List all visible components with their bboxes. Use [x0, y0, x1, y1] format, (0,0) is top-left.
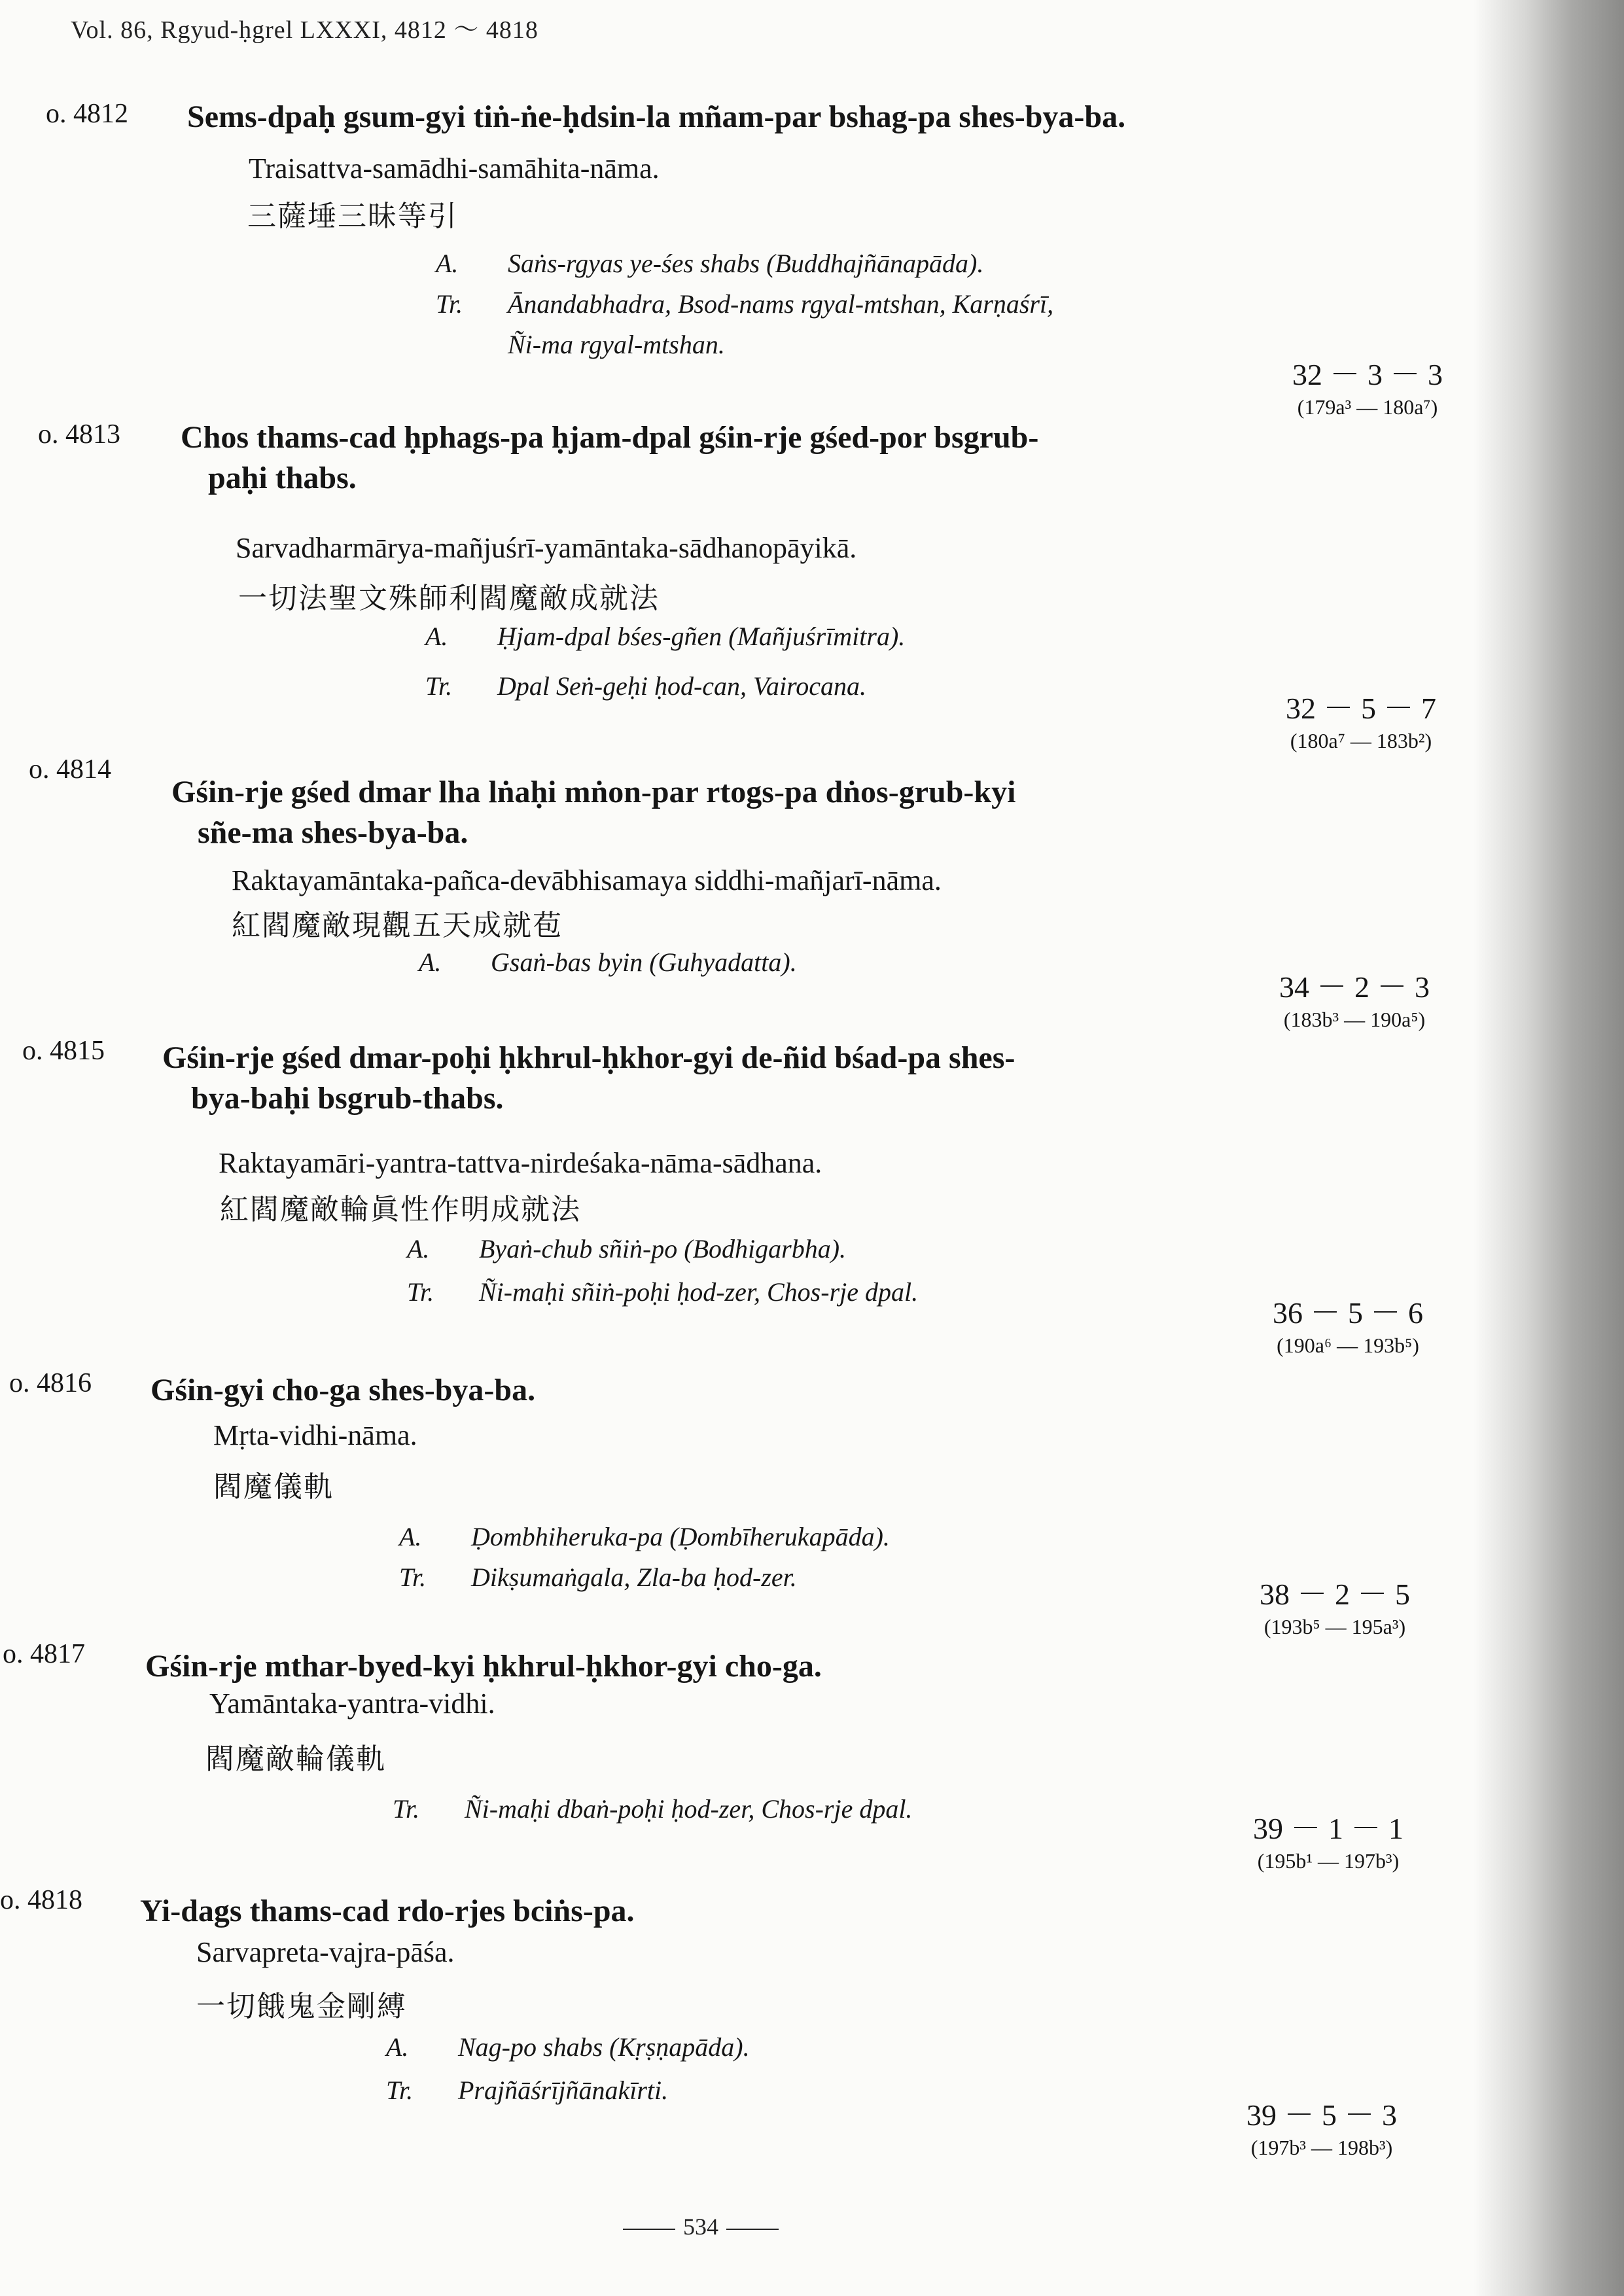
folio-range: (190a⁶ — 193b⁵) [1277, 1333, 1419, 1357]
title-line: paḥi thabs. [208, 461, 357, 495]
title-line: Gśin-rje gśed dmar lha lṅaḥi mṅon-par rtogs-pa dṅos-grub-kyi [171, 775, 1016, 809]
credit-author [436, 243, 983, 284]
volume-reference [1250, 1289, 1446, 1358]
credit-key: A. [399, 1522, 422, 1551]
credit-key: Tr. [386, 2075, 414, 2105]
credit-value: Prajñāśrījñānakīrti. [458, 2075, 669, 2105]
entry-number: o. 4816 [9, 1368, 92, 1398]
volume-ref-main: 39 － 1 － 1 [1253, 1812, 1403, 1845]
sanskrit-title: Traisattva-samādhi-samāhita-nāma. [249, 152, 660, 185]
credit-key: Tr. [393, 1794, 420, 1824]
entry-title [181, 417, 1293, 499]
entry-number: o. 4817 [3, 1639, 85, 1669]
credit-value: Ñi-ma rgyal-mtshan. [508, 330, 725, 359]
title-line: sñe-ma shes-bya-ba. [198, 815, 468, 850]
credit-author [386, 2027, 750, 2068]
credit-key: Tr. [425, 671, 453, 701]
page-edge-shadow [1474, 0, 1624, 2296]
entry-title [171, 772, 1284, 853]
sanskrit-title: Yamāntaka-yantra-vidhi. [209, 1687, 495, 1720]
running-header: Vol. 86, Rgyud-ḥgrel LXXXI, 4812 ～ 4818 [71, 16, 538, 44]
folio-range: (183b³ — 190a⁵) [1283, 1008, 1426, 1031]
volume-reference [1256, 963, 1453, 1032]
credit-value: Byaṅ-chub sñiṅ-po (Bodhigarbha). [479, 1234, 847, 1263]
entry-title [140, 1891, 1252, 1932]
sanskrit-title: Mṛta-vidhi-nāma. [213, 1419, 417, 1451]
credit-value: Ḥjam-dpal bśes-gñen (Mañjuśrīmitra). [497, 622, 906, 651]
volume-reference [1224, 2091, 1420, 2160]
credit-key: A. [419, 947, 442, 977]
entry-title [187, 97, 1299, 137]
credit-author [407, 1229, 846, 1269]
credit-author [425, 616, 905, 657]
volume-ref-main: 34 － 2 － 3 [1279, 970, 1430, 1004]
title-line: Gśin-rje mthar-byed-kyi ḥkhrul-ḥkhor-gyi cho-ga. [145, 1649, 822, 1684]
credit-value: Ñi-maḥi dbaṅ-poḥi ḥod-zer, Chos-rje dpal. [465, 1794, 913, 1824]
volume-ref-main: 39 － 5 － 3 [1246, 2098, 1397, 2132]
page-number-text: 534 [683, 2214, 718, 2240]
credit-translator [399, 1557, 797, 1598]
credit-author [399, 1517, 890, 1557]
sanskrit-title: Raktayamāri-yantra-tattva-nirdeśaka-nāma-sādhana. [219, 1147, 822, 1179]
volume-reference [1263, 684, 1459, 753]
entry-number: o. 4818 [0, 1885, 82, 1915]
volume-ref-main: 32 － 5 － 7 [1286, 692, 1436, 725]
credit-value: Nag-po shabs (Kṛṣṇapāda). [458, 2032, 750, 2062]
entry-number: o. 4814 [29, 754, 111, 785]
credit-translator [393, 1789, 912, 1829]
volume-ref-main: 36 － 5 － 6 [1273, 1296, 1423, 1330]
sanskrit-title: Sarvapreta-vajra-pāśa. [196, 1936, 455, 1968]
credit-value: Dpal Seṅ-geḥi ḥod-can, Vairocana. [497, 671, 866, 701]
title-line: bya-baḥi bsgrub-thabs. [191, 1081, 504, 1116]
folio-range: (179a³ — 180a⁷) [1297, 395, 1438, 419]
sanskrit-title: Sarvadharmārya-mañjuśrī-yamāntaka-sādhanopāyikā. [236, 532, 857, 564]
credit-key: A. [425, 622, 448, 651]
chinese-title: 閻魔敵輪儀軌 [205, 1742, 386, 1776]
chinese-title: 閻魔儀軌 [213, 1470, 334, 1504]
folio-range: (193b⁵ — 195a³) [1263, 1615, 1406, 1638]
credit-value: Ānandabhadra, Bsod-nams rgyal-mtshan, Karṇaśrī, [508, 289, 1054, 319]
credit-value: Dikṣumaṅgala, Zla-ba ḥod-zer. [471, 1563, 797, 1592]
entry-number: o. 4812 [46, 99, 128, 129]
credit-key: A. [407, 1234, 430, 1263]
entry-title [150, 1370, 1263, 1411]
chinese-title: 紅閻魔敵現觀五天成就苞 [232, 909, 563, 942]
title-line: Gśin-rje gśed dmar-poḥi ḥkhrul-ḥkhor-gyi de-ñid bśad-pa shes- [162, 1040, 1015, 1075]
volume-reference [1230, 1805, 1426, 1873]
entry-title [145, 1646, 1258, 1687]
page-number-rule-left [623, 2229, 675, 2230]
folio-range: (195b¹ — 197b³) [1257, 1849, 1400, 1873]
title-line: Gśin-gyi cho-ga shes-bya-ba. [150, 1373, 536, 1407]
sanskrit-title: Raktayamāntaka-pañca-devābhisamaya siddhi-mañjarī-nāma. [232, 864, 942, 896]
entry-number: o. 4813 [38, 419, 120, 450]
credit-value: Ḍombhiheruka-pa (Ḍombīherukapāda). [471, 1522, 890, 1551]
credit-translator [407, 1272, 918, 1313]
chinese-title: 紅閻魔敵輪眞性作明成就法 [220, 1193, 581, 1226]
volume-ref-main: 38 － 2 － 5 [1260, 1578, 1410, 1611]
credit-translator [386, 2070, 668, 2111]
page-number-rule-right [726, 2229, 779, 2230]
volume-reference [1237, 1570, 1433, 1639]
entry-title [162, 1038, 1275, 1119]
folio-range: (197b³ — 198b³) [1250, 2136, 1393, 2159]
chinese-title: 一切餓鬼金剛縛 [196, 1990, 407, 2023]
credit-value: Ñi-maḥi sñiṅ-poḥi ḥod-zer, Chos-rje dpal. [479, 1277, 919, 1307]
credit-value: Gsaṅ-bas byin (Guhyadatta). [491, 947, 797, 977]
chinese-title: 一切法聖文殊師利閻魔敵成就法 [238, 582, 660, 615]
chinese-title: 三薩埵三昧等引 [247, 200, 458, 233]
credit-translator [436, 284, 1053, 325]
credit-key: A. [436, 249, 459, 278]
page-number [615, 2213, 786, 2240]
credit-key: A. [386, 2032, 409, 2062]
volume-ref-main: 32 － 3 － 3 [1292, 358, 1443, 391]
title-line: Chos thams-cad ḥphags-pa ḥjam-dpal gśin-rje gśed-por bsgrub- [181, 420, 1039, 455]
credit-translator-cont [436, 325, 725, 365]
credit-key: Tr. [407, 1277, 434, 1307]
credit-value: Saṅs-rgyas ye-śes shabs (Buddhajñānapāda). [508, 249, 984, 278]
credit-key: Tr. [436, 289, 463, 319]
credit-translator [425, 666, 866, 707]
folio-range: (180a⁷ — 183b²) [1290, 729, 1432, 752]
entry-number: o. 4815 [22, 1036, 105, 1066]
credit-key: Tr. [399, 1563, 427, 1592]
credit-author [419, 942, 797, 983]
title-line: Yi-dags thams-cad rdo-rjes bciṅs-pa. [140, 1894, 635, 1928]
title-line: Sems-dpaḥ gsum-gyi tiṅ-ṅe-ḥdsin-la mñam-par bshag-pa shes-bya-ba. [187, 99, 1126, 134]
volume-reference [1269, 351, 1466, 419]
